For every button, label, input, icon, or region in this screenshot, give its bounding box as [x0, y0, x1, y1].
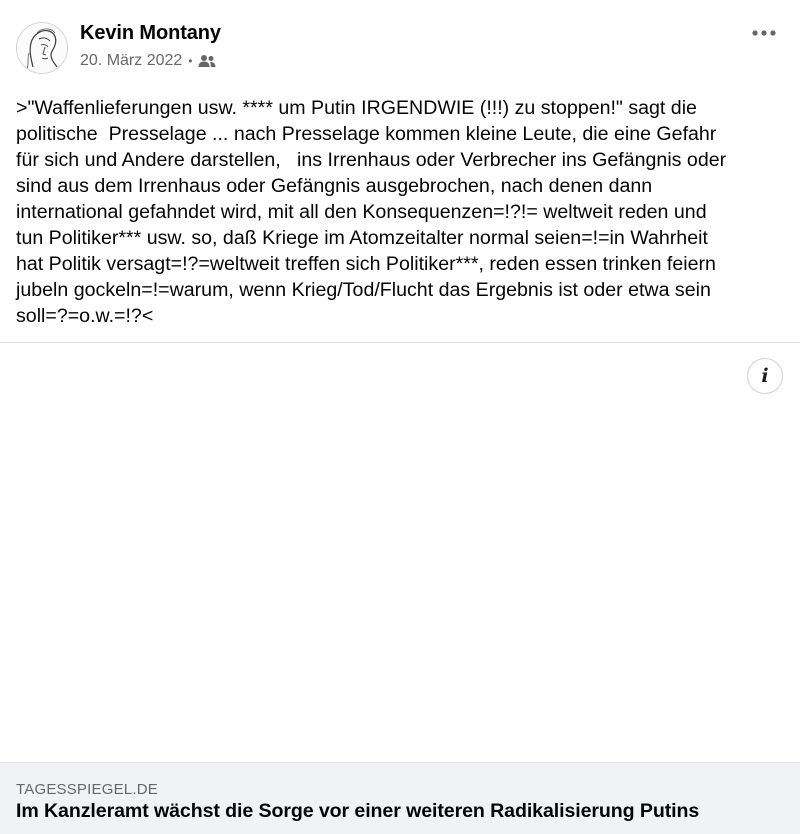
friends-icon[interactable]	[198, 53, 216, 69]
post-header	[0, 0, 800, 90]
link-domain: TAGESSPIEGEL.DE	[16, 781, 158, 798]
more-options-button[interactable]	[748, 20, 780, 46]
info-icon: i	[761, 364, 769, 387]
info-button[interactable]	[747, 358, 783, 394]
link-title[interactable]: Im Kanzleramt wächst die Sorge vor einer weiteren Radikalisierung Putins	[16, 800, 700, 822]
post-text: >"Waffenlieferungen usw. **** um Putin IRGENDWIE (!!!) zu stoppen!" sagt die politische Presselage ... nach Presselage kommen kleine Leute, die eine Gefahr für sich und Andere darstellen, ins Irrenhaus oder Verbrecher ins Gefängnis oder sind aus dem Irrenhaus oder Gefängnis ausgebrochen, nach denen dann international gefahndet wird, mit all den Konsequenzen=!?!= weltweit reden und tun Politiker*** usw. so, daß Kriege im Atomzeitalter normal seien=!=in Wahrheit hat Politik versagt=!?=weltweit treffen sich Politiker***, reden essen trinken feiern jubeln gockeln=!=warum, wenn Krieg/Tod/Flucht das Ergebnis ist oder etwa sein soll=?=o.w.=!?<	[16, 97, 727, 327]
link-preview-card[interactable]	[0, 762, 800, 834]
post-date[interactable]: 20. März 2022	[80, 52, 183, 69]
author-name[interactable]: Kevin Montany	[80, 22, 221, 44]
post-meta	[80, 51, 216, 71]
avatar-sketch-icon	[17, 23, 67, 73]
link-media-area[interactable]	[0, 343, 800, 762]
author-avatar[interactable]	[16, 22, 68, 74]
more-options-icon	[752, 30, 776, 36]
meta-separator: •	[188, 54, 193, 68]
